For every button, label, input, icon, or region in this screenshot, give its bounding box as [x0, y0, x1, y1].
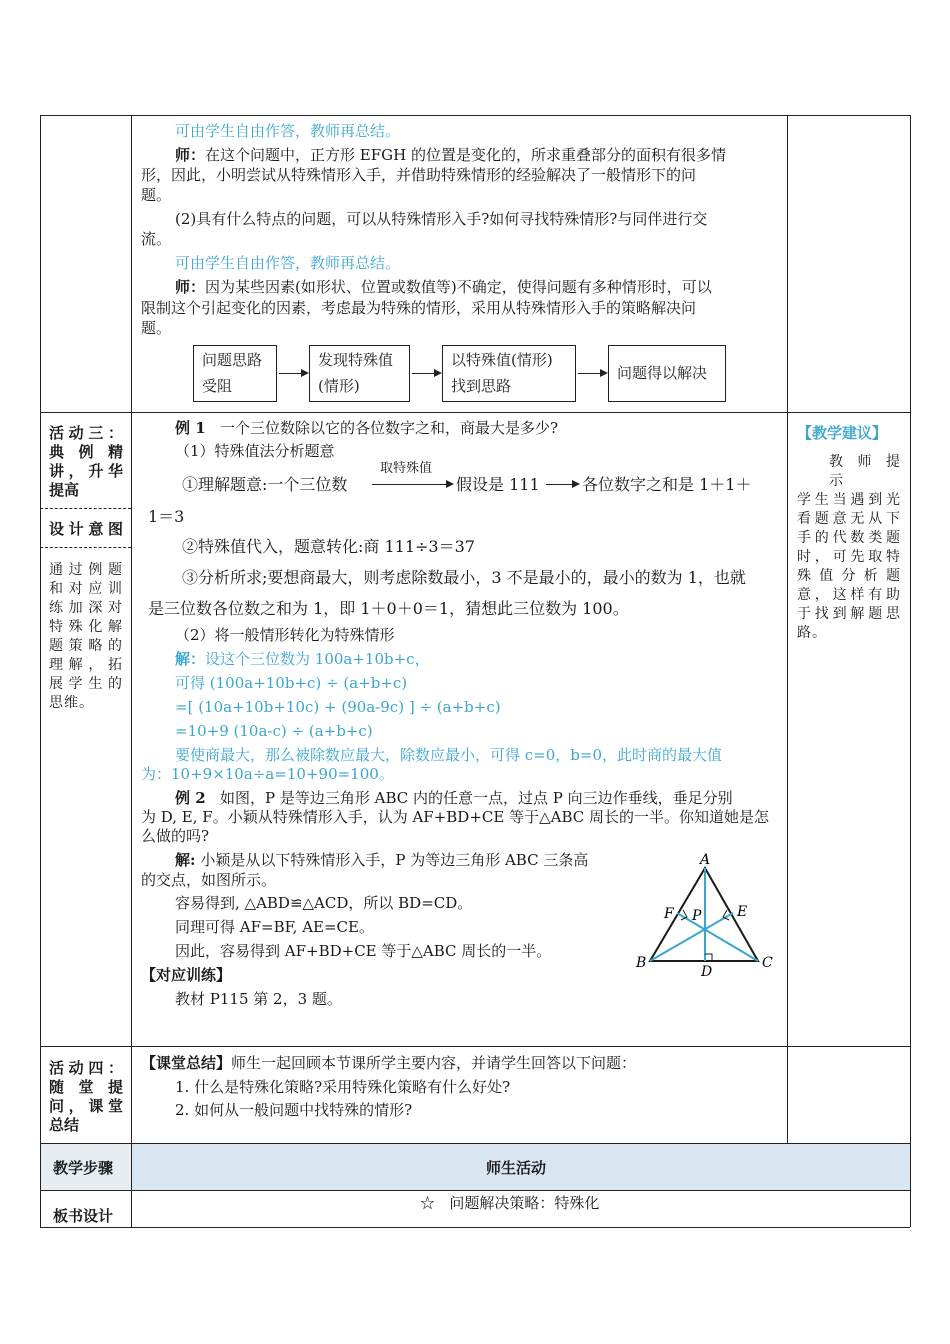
- solution-line: 可得 (100a+10b+c) ÷ (a+b+c): [175, 674, 408, 692]
- teacher-label: 师：: [175, 146, 206, 164]
- example1-sub2: （2）将一般情形转化为特殊情形: [175, 626, 395, 644]
- row-divider: [40, 412, 910, 413]
- teacher-label: 师：: [175, 278, 206, 296]
- board-design-label: 板书设计: [53, 1207, 114, 1225]
- summary-line: 【课堂总结】师生一起回顾本节课所学主要内容，并请学生回答以下问题：: [141, 1054, 637, 1072]
- answer-note: 可由学生自由作答，教师再总结。: [175, 122, 401, 140]
- table-right-border: [910, 115, 911, 1227]
- summary-question-2: 2. 如何从一般问题中找特殊的情形?: [175, 1101, 413, 1119]
- example2-solution-line: 容易得到, △ABD≌△ACD，所以 BD=CD。: [175, 894, 473, 912]
- answer-note: 可由学生自由作答，教师再总结。: [175, 254, 401, 272]
- solution-line: =10+9 (10a-c) ÷ (a+b+c): [175, 722, 373, 740]
- label-p: P: [692, 908, 702, 924]
- teaching-advice-label: 【教学建议】: [797, 424, 888, 442]
- altitude-cf: [677, 913, 758, 961]
- step2-text: ②特殊值代入，题意转化:商 111÷3＝37: [182, 537, 475, 556]
- training-text: 教材 P115 第 2，3 题。: [175, 990, 342, 1008]
- training-label: 【对应训练】: [141, 966, 232, 984]
- label-f: F: [664, 906, 674, 922]
- label-b: B: [636, 955, 647, 971]
- dashed-divider: [40, 547, 131, 548]
- star-icon: ☆: [420, 1194, 436, 1212]
- solution-line: 为：10+9×10a÷a=10+90=100。: [141, 765, 394, 783]
- teacher-paragraph: 师：在这个问题中，正方形 EFGH 的位置是变化的，所求重叠部分的面积有很多情: [175, 146, 726, 164]
- example2-solution-line: 同理可得 AF=BF, AE=CE。: [175, 918, 374, 936]
- step3-text: ③分析所求;要想商最大，则考虑除数最小，3 不是最小的，最小的数为 1，也就: [182, 568, 746, 587]
- step1-assumption: 假设是 111: [456, 475, 540, 494]
- activity3-label: 活动三： 典例精 讲，升华 提高: [49, 424, 123, 499]
- row-divider: [40, 1190, 910, 1191]
- step1-text: ①理解题意:一个三位数: [182, 475, 348, 494]
- right-angle-d: [705, 954, 712, 961]
- paragraph-line: 形，因此，小明尝试从特殊情形入手，并借助特殊情形的经验解决了一般情形下的问: [141, 166, 697, 184]
- row-divider: [40, 1046, 910, 1047]
- solution-line: =[ (10a+10b+10c) + (90a-9c) ] ÷ (a+b+c): [175, 698, 501, 716]
- question-2-cont: 流。: [141, 230, 172, 248]
- column-divider: [787, 115, 788, 1143]
- teacher-student-activity-label: 师生活动: [486, 1159, 547, 1177]
- flow-box-blocked: 问题思路 受阻: [193, 345, 277, 402]
- paragraph-line: 题。: [141, 319, 172, 337]
- dashed-divider: [40, 508, 131, 509]
- flow-arrow: [578, 373, 606, 374]
- label-e: E: [737, 904, 748, 920]
- summary-question-1: 1. 什么是特殊化策略?采用特殊化策略有什么好处?: [175, 1078, 511, 1096]
- flow-arrow: [412, 373, 440, 374]
- label-d: D: [701, 964, 713, 980]
- teaching-steps-label: 教学步骤: [53, 1159, 114, 1177]
- step1-sum-cont: 1＝3: [148, 507, 185, 526]
- teacher-paragraph: 师：因为某些因素(如形状、位置或数值等)不确定，使得问题有多种情形时，可以: [175, 278, 712, 296]
- flow-box-find-path: 以特殊值(情形) 找到思路: [442, 345, 576, 402]
- step1-arrow2: [546, 484, 578, 485]
- step1-arrow: [372, 484, 452, 485]
- step3-text-cont: 是三位数各位数之和为 1，即 1＋0＋0＝1，猜想此三位数为 100。: [148, 599, 629, 618]
- label-c: C: [762, 955, 773, 971]
- flow-box-solved: 问题得以解决: [608, 345, 726, 402]
- triangle-figure: [630, 848, 780, 980]
- example2-solution-line: 因此，容易得到 AF+BD+CE 等于△ABC 周长的一半。: [175, 942, 552, 960]
- example2-solution-cont: 的交点，如图所示。: [141, 871, 277, 889]
- column-divider: [131, 115, 132, 1227]
- step1-arrow-label: 取特殊值: [380, 461, 433, 476]
- paragraph-line: 限制这个引起变化的因素，考虑最为特殊的情形，采用从特殊情形入手的策略解决问: [141, 299, 697, 317]
- label-a: A: [700, 852, 711, 868]
- table-top-border: [40, 115, 910, 116]
- teaching-advice-text: 教 师 提 示 学生当遇到光 看题意无从下 手的代数类题 时，可先取特 殊 值 分 析 题 意，这样有助 于找到解题思 路。: [797, 454, 901, 641]
- paragraph-line: 题。: [141, 186, 172, 204]
- design-intent-label: 设计意图: [49, 520, 123, 538]
- row-divider: [40, 1143, 910, 1144]
- example1-sub1: （1）特殊值法分析题意: [175, 442, 335, 460]
- solution-line: 解：设这个三位数为 100a+10b+c，: [175, 650, 430, 668]
- step1-sum: 各位数字之和是 1＋1＋: [582, 475, 752, 494]
- board-design-content: ☆ 问题解决策略：特殊化: [420, 1194, 600, 1212]
- example2-prompt-cont: 么做的吗?: [141, 827, 210, 845]
- question-2: (2)具有什么特点的问题，可以从特殊情形入手?如何寻找特殊情形?与同伴进行交: [175, 210, 708, 228]
- flow-box-special-value: 发现特殊值 (情形): [309, 345, 410, 402]
- activity4-label: 活动四： 随 堂 提 问，课堂 总结: [49, 1059, 123, 1134]
- example2-prompt: 例 2 如图，P 是等边三角形 ABC 内的任意一点，过点 P 向三边作垂线，垂足分别: [175, 789, 733, 807]
- design-intent-text: 通过例题 和对应训 练加深对 特殊化解 题策略的 理解，拓 展学生的 思维。: [49, 562, 123, 711]
- flow-arrow: [279, 373, 307, 374]
- example2-prompt-cont: 为 D, E, F。小颖从特殊情形入手，认为 AF+BD+CE 等于△ABC 周长的一半。你知道她是怎: [141, 808, 769, 826]
- table-bottom-border: [40, 1227, 910, 1228]
- example2-solution: 解: 小颖是从以下特殊情形入手，P 为等边三角形 ABC 三条高: [175, 851, 589, 869]
- solution-line: 要使商最大，那么被除数应最大，除数应最小，可得 c=0，b=0，此时商的最大值: [175, 746, 722, 764]
- example1-prompt: 例 1 一个三位数除以它的各位数字之和，商最大是多少?: [175, 419, 559, 437]
- table-left-border: [40, 115, 41, 1227]
